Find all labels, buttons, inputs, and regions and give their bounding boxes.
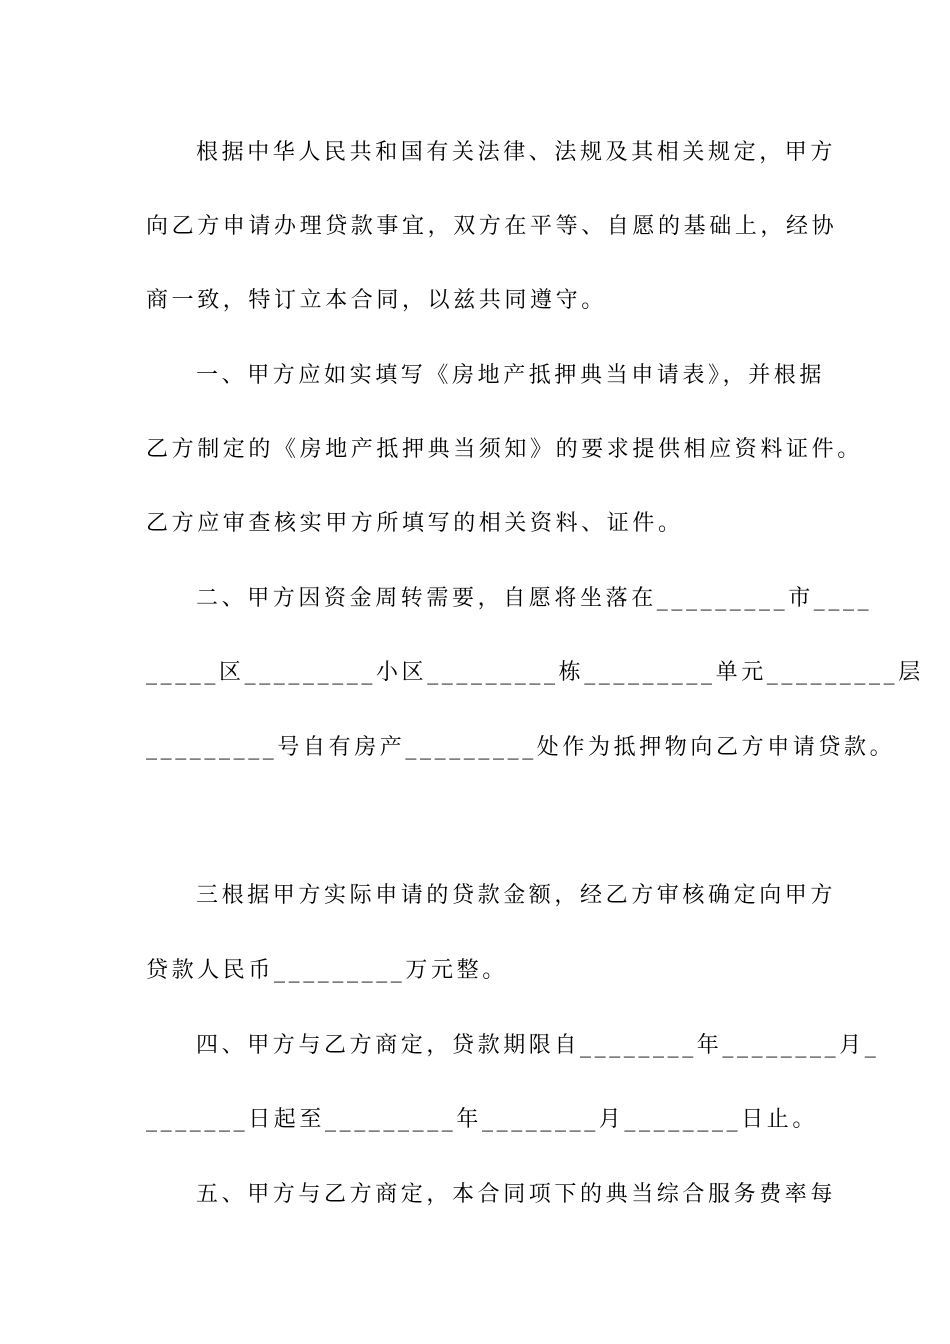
clause-3-line-1: 三根据甲方实际申请的贷款金额，经乙方审核确定向甲方 (196, 883, 837, 908)
clause-3-line-2: 贷款人民币_________万元整。 (146, 958, 508, 983)
clause-4-line-2: _______日起至_________年________月________日止。 (146, 1107, 819, 1132)
clause-1-line-2: 乙方制定的《房地产抵押典当须知》的要求提供相应资料证件。 (146, 437, 863, 462)
clause-1-line-3: 乙方应审查核实甲方所填写的相关资料、证件。 (146, 511, 684, 536)
clause-2-line-1: 二、甲方因资金周转需要，自愿将坐落在_________市____ (196, 586, 873, 611)
preamble-line-3: 商一致，特订立本合同，以兹共同遵守。 (146, 288, 607, 313)
preamble-line-2: 向乙方申请办理贷款事宜，双方在平等、自愿的基础上，经协 (146, 214, 838, 239)
clause-4-line-1: 四、甲方与乙方商定，贷款期限自________年________月_ (196, 1033, 880, 1058)
clause-1-line-1: 一、甲方应如实填写《房地产抵押典当申请表》，并根据 (196, 363, 826, 388)
preamble-line-1: 根据中华人民共和国有关法律、法规及其相关规定，甲方 (196, 140, 837, 165)
clause-2-line-3: _________号自有房产_________处作为抵押物向乙方申请贷款。 (146, 735, 896, 760)
clause-5-line-1: 五、甲方与乙方商定，本合同项下的典当综合服务费率每 (196, 1182, 837, 1207)
clause-2-line-2: _____区_________小区_________栋_________单元_________层 (146, 660, 924, 685)
